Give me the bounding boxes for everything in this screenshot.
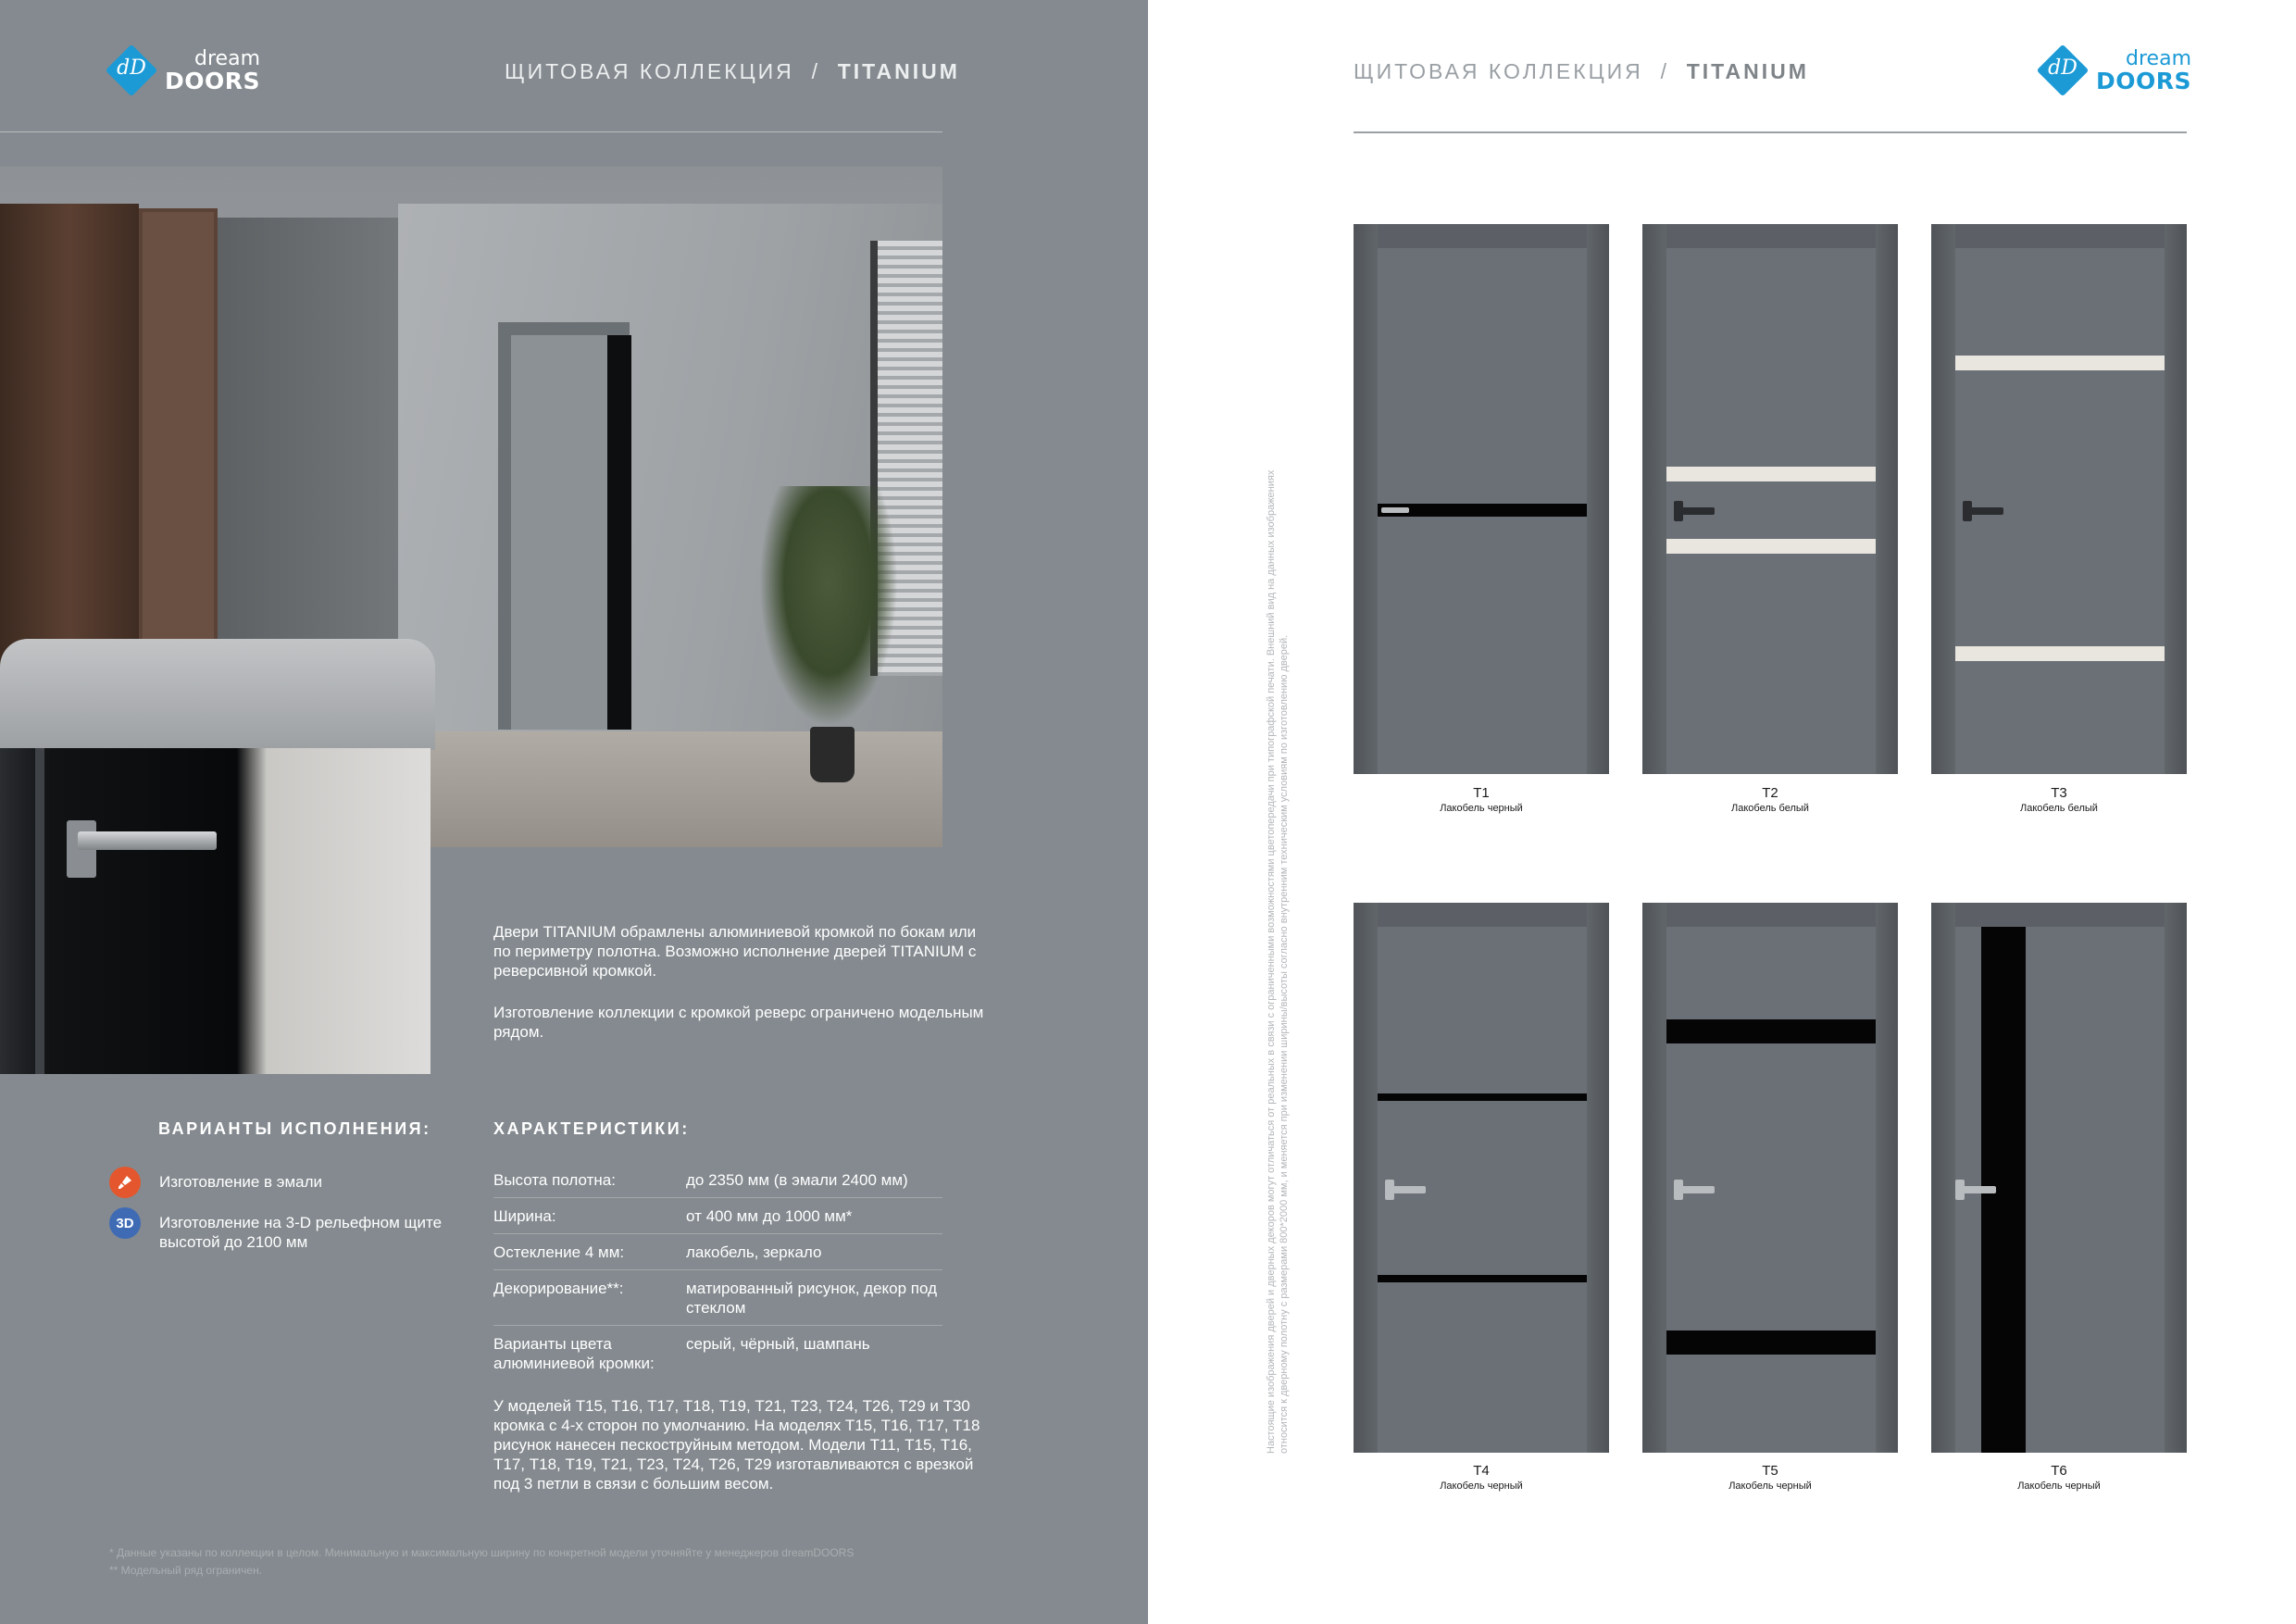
- model-caption: [1642, 785, 1898, 815]
- characteristics-table: [493, 1162, 942, 1380]
- glass-insert: [1666, 467, 1876, 481]
- door-handle-icon: [1387, 1186, 1426, 1193]
- table-row: Ширина: от 400 мм до 1000 мм*: [493, 1198, 942, 1234]
- brand-logo-right: [2037, 44, 2191, 96]
- glass-insert: [1666, 1019, 1876, 1043]
- model-caption: [1642, 1463, 1898, 1493]
- 3d-icon: 3D: [109, 1207, 141, 1239]
- model-finish: Лакобель черный: [1440, 1480, 1523, 1492]
- door-handle-icon: [1676, 1186, 1715, 1193]
- header-divider: [0, 131, 942, 132]
- interior-photo: [0, 167, 942, 847]
- table-row: Варианты цвета алюминиевой кромки: серый, чёрный, шампань: [493, 1335, 870, 1372]
- glass-insert: [1666, 1330, 1876, 1355]
- model-finish: Лакобель белый: [2020, 803, 2098, 814]
- door-t5[interactable]: [1642, 903, 1898, 1453]
- intro-paragraph-2: Изготовление коллекции с кромкой реверс ограничено модельным рядом.: [493, 1004, 984, 1041]
- door-handle-icon: [1957, 1186, 1996, 1193]
- model-caption: [1354, 1463, 1609, 1493]
- model-name: Т2: [1762, 785, 1778, 801]
- door-t1[interactable]: [1354, 224, 1609, 774]
- variant-3d: [109, 1213, 443, 1252]
- brand-logo: [106, 44, 260, 96]
- footnotes: [109, 1544, 854, 1580]
- model-name: Т4: [1473, 1463, 1490, 1479]
- variant-enamel: [109, 1172, 322, 1198]
- variants-title: ВАРИАНТЫ ИСПОЛНЕНИЯ:: [158, 1119, 431, 1138]
- glass-insert: [1955, 356, 2165, 370]
- model-finish: Лакобель черный: [2017, 1480, 2101, 1492]
- glass-insert: [1666, 539, 1876, 554]
- model-name: Т1: [1473, 785, 1490, 801]
- table-row: Высота полотна: до 2350 мм (в эмали 2400 мм): [493, 1162, 942, 1198]
- door-handle-icon: [78, 831, 217, 850]
- logo-mark-icon: dD: [106, 44, 157, 96]
- variant-3d-label: Изготовление на 3-D рельефном щите высотой до 2100 мм: [159, 1214, 443, 1251]
- header-divider-right: [1354, 131, 2187, 133]
- intro-paragraph-1: Двери TITANIUM обрамлены алюминиевой кромкой по бокам или по периметру полотна. Возможно исполнение дверей TITANIUM с реверсивной кромкой.: [493, 923, 977, 980]
- handle-closeup-photo: [0, 748, 430, 1074]
- model-finish: Лакобель белый: [1731, 803, 1809, 814]
- logo-mark-icon: dD: [2037, 44, 2089, 96]
- door-t2[interactable]: [1642, 224, 1898, 774]
- model-name: Т5: [1762, 1463, 1778, 1479]
- logo-word-doors: DOORS: [165, 68, 261, 94]
- intro-text: [493, 922, 993, 1042]
- door-handle-icon: [1381, 507, 1409, 513]
- door-handle-icon: [1965, 507, 2003, 515]
- glass-insert: [1378, 1275, 1587, 1282]
- footnote-1: * Данные указаны по коллекции в целом. Минимальную и максимальную ширину по конкретной модели уточняйте у менеджеров dreamDOORS: [109, 1546, 855, 1559]
- model-name: Т6: [2051, 1463, 2067, 1479]
- characteristics-title: ХАРАКТЕРИСТИКИ:: [493, 1119, 690, 1138]
- logo-word-dream: dream: [194, 47, 261, 70]
- model-caption: [1931, 1463, 2187, 1493]
- glass-insert: [1955, 646, 2165, 661]
- model-caption: [1931, 785, 2187, 815]
- model-caption: [1354, 785, 1609, 815]
- door-t6[interactable]: [1931, 903, 2187, 1453]
- glass-insert: [1378, 1093, 1587, 1101]
- table-row: Декорирование**: матированный рисунок, декор под стеклом: [493, 1270, 942, 1326]
- table-row: Остекление 4 мм: лакобель, зеркало: [493, 1234, 942, 1270]
- footnote-2: ** Модельный ряд ограничен.: [109, 1564, 263, 1577]
- collection-heading: ЩИТОВАЯ КОЛЛЕКЦИЯ / TITANIUM: [505, 59, 960, 83]
- logo-word-doors: DOORS: [2096, 68, 2192, 94]
- logo-word-dream: dream: [2126, 47, 2192, 70]
- models-note: У моделей Т15, Т16, Т17, Т18, Т19, Т21, Т23, Т24, Т26, Т29 и Т30 кромка с 4-х сторон по умолчанию. На моделях Т15, Т16, Т17, Т18 рисунок нанесен пескоструйным методом. Модели Т11, Т15, Т16, Т17, Т18, Т19, Т21, Т23, Т24, Т26, Т29 изготавливаются с врезкой под 3 петли в связи с большим весом.: [493, 1397, 980, 1493]
- model-finish: Лакобель черный: [1440, 803, 1523, 814]
- door-t4[interactable]: [1354, 903, 1609, 1453]
- door-t3[interactable]: [1931, 224, 2187, 774]
- brush-icon: [109, 1167, 141, 1198]
- variant-enamel-label: Изготовление в эмали: [159, 1173, 323, 1191]
- door-handle-icon: [1676, 507, 1715, 515]
- model-name: Т3: [2051, 785, 2067, 801]
- print-disclaimer: Настоящие изображения дверей и дверных декоров могут отличаться от реальных в связи с ограниченными возможностями цветопередачи при типографской печати. Внешний вид на данных изображениях относится к дверному полотну с размерами 800*2000 мм, и меняется при изменении ширины/высоты согласно внутренним техническим условиям по изготовлению дверей.: [1266, 469, 1290, 1454]
- model-finish: Лакобель черный: [1728, 1480, 1812, 1492]
- collection-heading-right: ЩИТОВАЯ КОЛЛЕКЦИЯ / TITANIUM: [1354, 59, 1809, 83]
